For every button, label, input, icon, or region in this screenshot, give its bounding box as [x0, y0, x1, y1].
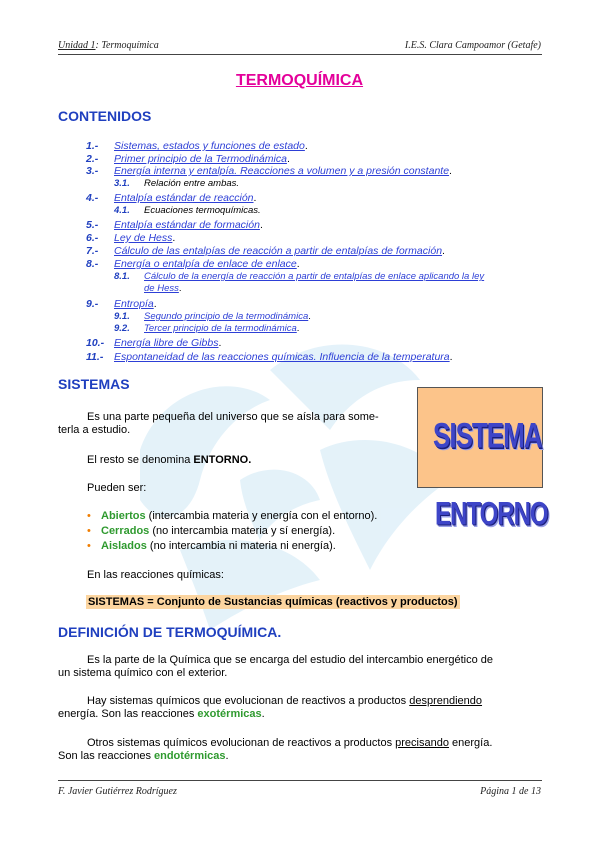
toc-subitem: [114, 178, 239, 191]
toc-link[interactable]: Cálculo de las entalpías de reacción a partir de entalpías de formación: [114, 245, 443, 257]
toc-period: .: [286, 152, 290, 165]
sistemas-paragraph-4: En las reacciones químicas:: [87, 569, 224, 581]
toc-link[interactable]: Sistemas, estados y funciones de estado: [114, 140, 305, 152]
paragraph-text: energía. Son las reacciones: [58, 708, 198, 720]
header-divider: [58, 54, 542, 55]
toc-subitem[interactable]: [114, 311, 311, 324]
toc-number: 4.1.: [114, 204, 130, 216]
toc-link[interactable]: Energía interna y entalpía. Reacciones a volumen y a presión constante: [114, 165, 450, 177]
toc-link[interactable]: Cálculo de la energía de reacción a partir de entalpías de enlace aplicando la ley: [144, 271, 485, 282]
endotermicas-term: endotérmicas: [154, 750, 226, 762]
toc-number: 3.-: [86, 165, 99, 177]
toc-number: 4.-: [86, 192, 99, 204]
underlined-word: precisando: [395, 737, 449, 749]
paragraph-line: [58, 708, 544, 721]
toc-link[interactable]: Primer principio de la Termodinámica: [114, 152, 287, 165]
toc-period: .: [253, 192, 257, 204]
toc-item[interactable]: [86, 258, 300, 271]
toc-number: 9.1.: [114, 311, 130, 322]
paragraph-line: un sistema químico con el exterior.: [58, 667, 228, 679]
bullet-icon: •: [87, 510, 91, 522]
toc-number: 10.-: [86, 337, 105, 349]
toc-item[interactable]: [86, 219, 263, 232]
toc-period: .: [449, 351, 453, 363]
toc-item[interactable]: [86, 232, 175, 245]
toc-number: 2.-: [86, 152, 99, 165]
toc-link[interactable]: Espontaneidad de las reacciones químicas. Influencia de la temperatura: [114, 351, 450, 363]
entorno-bold: ENTORNO.: [193, 454, 252, 466]
toc-number: 9.-: [86, 298, 99, 310]
exotermicas-term: exotérmicas: [197, 708, 262, 720]
paragraph-text: Son las reacciones: [58, 750, 154, 762]
definicion-paragraph-1: [58, 654, 544, 680]
toc-period: .: [178, 283, 182, 294]
toc-number: 1.-: [86, 140, 99, 152]
toc-subitem[interactable]: [114, 323, 299, 336]
header-school: I.E.S. Clara Campoamor (Getafe): [404, 40, 541, 51]
toc-subitem-text: Relación entre ambas.: [144, 177, 240, 189]
toc-item[interactable]: [86, 245, 445, 258]
toc-link[interactable]: Entalpía estándar de formación: [114, 219, 260, 231]
paragraph-line: [58, 750, 544, 763]
sistemas-paragraph-2: [87, 454, 251, 467]
toc-link[interactable]: Energía libre de Gibbs: [114, 337, 219, 349]
toc-link[interactable]: Tercer principio de la termodinámica: [144, 323, 297, 334]
paragraph-text: energía.: [448, 737, 493, 749]
section-heading-contenidos: CONTENIDOS: [58, 108, 152, 124]
paragraph-line: [58, 737, 544, 750]
toc-number: 6.-: [86, 232, 99, 244]
paragraph-text: .: [225, 750, 229, 762]
toc-subitem: [114, 205, 261, 218]
page-title: TERMOQUÍMICA: [235, 72, 364, 89]
bullet-desc: (no intercambia materia y sí energía).: [149, 525, 336, 537]
bullet-term: Abiertos: [101, 510, 146, 522]
toc-subitem-continuation[interactable]: [144, 283, 182, 296]
footer-divider: [58, 780, 542, 781]
toc-period: .: [304, 140, 308, 152]
definicion-paragraph-2: [58, 695, 544, 721]
highlighted-definition: SISTEMAS = Conjunto de Sustancias químicas (reactivos y productos): [88, 596, 458, 608]
toc-period: .: [172, 232, 176, 244]
toc-number: 11.-: [86, 351, 104, 363]
toc-number: 3.1.: [114, 177, 130, 189]
bullet-term: Aislados: [101, 540, 147, 552]
toc-period: .: [296, 323, 300, 334]
paragraph-line: terla a estudio.: [58, 424, 131, 436]
list-item: [87, 524, 377, 539]
toc-item[interactable]: [86, 153, 290, 166]
toc-subitem-text: Ecuaciones termoquímicas.: [144, 204, 261, 216]
paragraph-line: [58, 695, 544, 708]
toc-item[interactable]: [86, 337, 221, 350]
bullet-icon: •: [87, 540, 91, 552]
sistema-wordart: SISTEMA: [433, 415, 542, 456]
toc-period: .: [296, 258, 300, 270]
toc-item[interactable]: [86, 298, 157, 311]
toc-item[interactable]: [86, 192, 256, 205]
entorno-wordart: ENTORNO: [435, 496, 548, 533]
toc-period: .: [308, 311, 311, 322]
toc-number: 9.2.: [114, 323, 130, 334]
toc-number: 8.1.: [114, 271, 130, 282]
footer-author: F. Javier Gutiérrez Rodríguez: [58, 786, 177, 797]
toc-link[interactable]: Ley de Hess: [114, 232, 173, 244]
toc-period: .: [259, 219, 263, 231]
toc-link[interactable]: de Hess: [144, 283, 179, 294]
toc-link[interactable]: Energía o entalpía de enlace de enlace: [114, 258, 297, 270]
toc-link[interactable]: Segundo principio de la termodinámica: [144, 311, 309, 322]
toc-item[interactable]: [86, 165, 452, 178]
paragraph-text: Hay sistemas químicos que evolucionan de reactivos a productos: [87, 695, 410, 707]
toc-number: 7.-: [86, 245, 99, 257]
bullet-desc: (intercambia materia y energía con el entorno).: [145, 510, 378, 522]
paragraph-text: Otros sistemas químicos evolucionan de reactivos a productos: [87, 737, 396, 749]
header-unit-label: Unidad 1: [58, 40, 96, 51]
bullet-term: Cerrados: [101, 525, 150, 537]
header-unit-topic: : Termoquímica: [95, 40, 159, 51]
sistemas-highlight: [86, 596, 460, 609]
toc-link[interactable]: Entalpía estándar de reacción: [114, 192, 254, 204]
sistemas-bullet-list: [87, 509, 377, 554]
toc-number: 5.-: [86, 219, 99, 231]
footer-page-number: Página 1 de 13: [480, 786, 541, 797]
paragraph-line: Es la parte de la Química que se encarga del estudio del intercambio energético de: [87, 654, 494, 666]
toc-item[interactable]: [86, 140, 308, 153]
paragraph-line: Es una parte pequeña del universo que se aísla para some-: [87, 411, 379, 423]
definicion-paragraph-3: [58, 737, 544, 763]
paragraph-text: .: [261, 708, 265, 720]
list-item: [87, 539, 377, 554]
toc-item[interactable]: [86, 351, 453, 364]
toc-period: .: [442, 245, 445, 257]
header-unit: [58, 40, 159, 51]
section-heading-definicion: DEFINICIÓN DE TERMOQUÍMICA.: [58, 624, 282, 640]
toc-period: .: [153, 298, 157, 310]
bullet-desc: (no intercambia ni materia ni energía).: [146, 540, 336, 552]
toc-period: .: [449, 165, 452, 177]
list-item: [87, 509, 377, 524]
bullet-icon: •: [87, 525, 91, 537]
toc-period: .: [218, 337, 222, 349]
toc-number: 8.-: [86, 258, 99, 270]
sistemas-paragraph-3: Pueden ser:: [87, 482, 147, 494]
underlined-word: desprendiendo: [409, 695, 483, 707]
toc-subitem[interactable]: [114, 271, 484, 284]
paragraph-text: El resto se denomina: [87, 454, 194, 466]
sistemas-paragraph-1: [58, 411, 410, 437]
toc-link[interactable]: Entropía: [114, 298, 154, 310]
section-heading-sistemas: SISTEMAS: [58, 376, 130, 392]
